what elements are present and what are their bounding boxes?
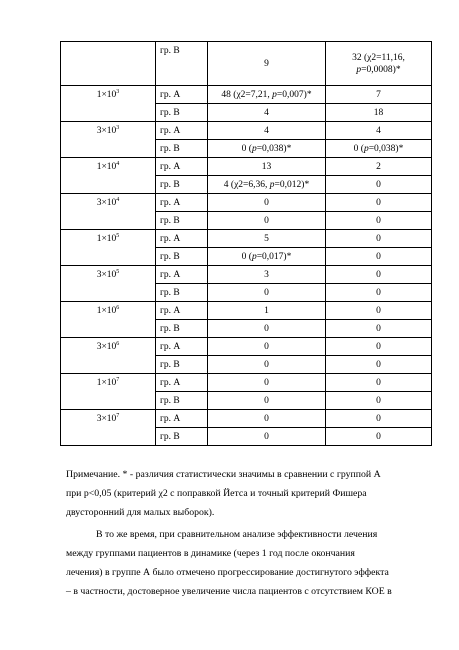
concentration-exponent: 7 <box>116 376 120 383</box>
group-cell: гр. В <box>156 140 208 158</box>
value-cell-b: 0 <box>326 320 432 338</box>
value-cell-b: 0 <box>326 356 432 374</box>
value-cell-b: 0 <box>326 410 432 428</box>
group-cell: гр. А <box>156 266 208 284</box>
table-row <box>61 86 432 104</box>
concentration-base: 1×10 <box>96 234 117 244</box>
value-cell-a: 4 <box>208 104 326 122</box>
concentration-cell <box>61 86 156 122</box>
group-cell: гр. В <box>156 104 208 122</box>
value-cell-a: 5 <box>208 230 326 248</box>
value-cell-b: 0 (p=0,038)* <box>326 140 432 158</box>
value-cell-a: 0 <box>208 356 326 374</box>
results-table-body <box>61 42 432 446</box>
table-note <box>66 465 428 522</box>
value-cell-a: 13 <box>208 158 326 176</box>
value-cell-a: 0 <box>208 410 326 428</box>
concentration-cell <box>61 302 156 338</box>
table-row <box>61 374 432 392</box>
concentration-base: 3×10 <box>96 270 117 280</box>
value-cell-a: 48 (χ2=7,21, p=0,007)* <box>208 86 326 104</box>
results-table <box>60 41 432 446</box>
value-cell-a: 0 <box>208 428 326 446</box>
group-cell: гр. А <box>156 338 208 356</box>
concentration-exponent: 7 <box>116 412 120 419</box>
concentration-base: 3×10 <box>96 198 117 208</box>
value-cell-a: 9 <box>208 42 326 86</box>
value-cell-b: 0 <box>326 230 432 248</box>
group-cell: гр. В <box>156 320 208 338</box>
body-paragraph <box>66 525 428 601</box>
group-cell: гр. А <box>156 410 208 428</box>
paragraph-line: лечения) в группе А было отмечено прогрессирование достигнутого эффекта <box>66 567 389 578</box>
value-cell-a: 0 <box>208 374 326 392</box>
table-row <box>61 266 432 284</box>
concentration-exponent: 6 <box>116 340 120 347</box>
concentration-base: 1×10 <box>96 90 117 100</box>
value-cell-a: 3 <box>208 266 326 284</box>
value-cell-a: 1 <box>208 302 326 320</box>
table-row <box>61 42 432 86</box>
concentration-base: 3×10 <box>96 342 117 352</box>
concentration-exponent: 4 <box>116 160 120 167</box>
value-cell-a: 0 <box>208 194 326 212</box>
value-cell-a: 4 (χ2=6,36, p=0,012)* <box>208 176 326 194</box>
group-cell: гр. А <box>156 302 208 320</box>
note-line: двусторонний для малых выборок). <box>66 507 215 518</box>
value-cell-b: 2 <box>326 158 432 176</box>
value-cell-a: 0 (p=0,038)* <box>208 140 326 158</box>
concentration-exponent: 5 <box>116 232 120 239</box>
value-cell-b: 0 <box>326 338 432 356</box>
value-cell-b: 32 (χ2=11,16, p=0,0008)* <box>326 42 432 86</box>
concentration-cell <box>61 410 156 446</box>
value-cell-b: 0 <box>326 176 432 194</box>
value-cell-a: 4 <box>208 122 326 140</box>
note-line: Примечание. * - различия статистически значимы в сравнении с группой А <box>66 469 381 480</box>
value-cell-b: 7 <box>326 86 432 104</box>
value-cell-b: 0 <box>326 428 432 446</box>
value-cell-b: 0 <box>326 266 432 284</box>
concentration-cell <box>61 266 156 302</box>
concentration-cell <box>61 338 156 374</box>
value-cell-b: 0 <box>326 194 432 212</box>
group-cell: гр. В <box>156 42 208 86</box>
paragraph-line: между группами пациентов в динамике (через 1 год после окончания <box>66 548 355 559</box>
group-cell: гр. В <box>156 176 208 194</box>
concentration-cell <box>61 230 156 266</box>
value-cell-a: 0 <box>208 320 326 338</box>
group-cell: гр. А <box>156 86 208 104</box>
group-cell: гр. В <box>156 428 208 446</box>
table-row <box>61 122 432 140</box>
group-cell: гр. А <box>156 158 208 176</box>
concentration-base: 3×10 <box>96 126 117 136</box>
concentration-base: 1×10 <box>96 378 117 388</box>
value-cell-b: 0 <box>326 392 432 410</box>
table-row <box>61 230 432 248</box>
table-row <box>61 410 432 428</box>
concentration-base: 1×10 <box>96 162 117 172</box>
value-cell-a: 0 <box>208 212 326 230</box>
value-cell-a: 0 <box>208 392 326 410</box>
value-cell-b: 0 <box>326 212 432 230</box>
group-cell: гр. В <box>156 356 208 374</box>
table-row <box>61 158 432 176</box>
concentration-cell <box>61 122 156 158</box>
value-cell-a: 0 (p=0,017)* <box>208 248 326 266</box>
value-cell-b: 4 <box>326 122 432 140</box>
group-cell: гр. А <box>156 122 208 140</box>
group-cell: гр. А <box>156 194 208 212</box>
concentration-cell <box>61 194 156 230</box>
value-cell-b: 0 <box>326 248 432 266</box>
value-cell-b: 0 <box>326 374 432 392</box>
paragraph-line: В то же время, при сравнительном анализе эффективности лечения <box>96 529 378 540</box>
paragraph-line: – в частности, достоверное увеличение числа пациентов с отсутствием КОЕ в <box>66 586 392 597</box>
value-cell-b: 0 <box>326 284 432 302</box>
concentration-base: 3×10 <box>96 414 117 424</box>
group-cell: гр. В <box>156 248 208 266</box>
note-line: при p<0,05 (критерий χ2 с поправкой Йетса и точный критерий Фишера <box>66 488 367 499</box>
concentration-exponent: 6 <box>116 304 120 311</box>
concentration-exponent: 3 <box>116 88 120 95</box>
concentration-base: 1×10 <box>96 306 117 316</box>
value-cell-a: 0 <box>208 338 326 356</box>
concentration-exponent: 3 <box>116 124 120 131</box>
value-cell-b: 0 <box>326 302 432 320</box>
table-row <box>61 338 432 356</box>
group-cell: гр. А <box>156 230 208 248</box>
concentration-exponent: 5 <box>116 268 120 275</box>
value-cell-a: 0 <box>208 284 326 302</box>
concentration-exponent: 4 <box>116 196 120 203</box>
group-cell: гр. В <box>156 284 208 302</box>
table-row <box>61 194 432 212</box>
concentration-cell <box>61 42 156 86</box>
group-cell: гр. В <box>156 212 208 230</box>
concentration-cell <box>61 158 156 194</box>
concentration-cell <box>61 374 156 410</box>
table-row <box>61 302 432 320</box>
value-cell-b: 18 <box>326 104 432 122</box>
group-cell: гр. А <box>156 374 208 392</box>
group-cell: гр. В <box>156 392 208 410</box>
